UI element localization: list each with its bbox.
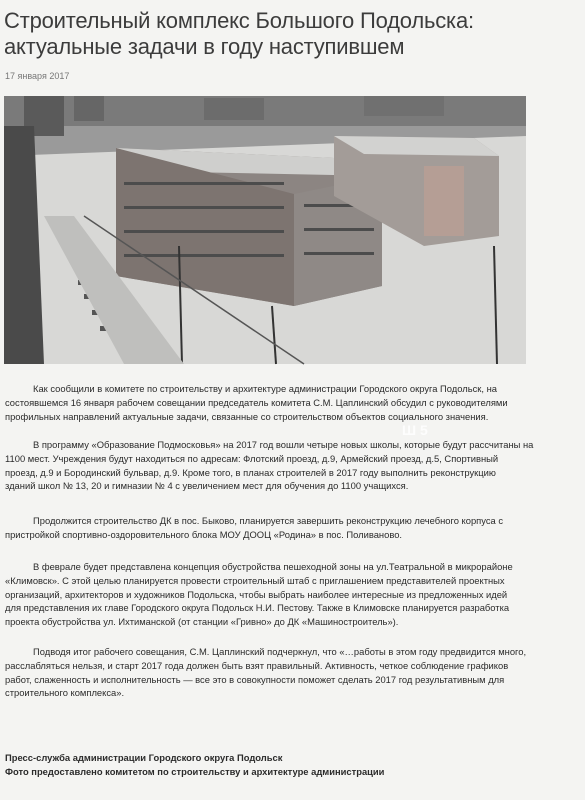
- paragraph-line: организаций, архитекторов и художников Подольска, чтобы выбрать наиболее интересные из предложенных идей: [5, 588, 508, 600]
- paragraph-5: [5, 645, 585, 700]
- paragraph-line: 1100 мест. Учреждения будут находиться по адресам: Флотский проезд, д.9, Армейский проезд, д.5, Спортивный: [5, 452, 499, 464]
- paragraph-line: проекта обустройства ул. Ихтиманской (от станции «Гривно» до ДК «Машиностроитель»).: [5, 616, 399, 628]
- title-line-1: Строительный комплекс Большого Подольска:: [4, 8, 474, 33]
- paragraph-4: [5, 560, 585, 629]
- article-footer: [5, 751, 384, 778]
- title-line-2: актуальные задачи в году наступившем: [4, 34, 405, 59]
- footer-photo-credit: Фото предоставлено комитетом по строительству и архитектуре администрации: [5, 765, 385, 777]
- paragraph-line: расслабляться нельзя, и старт 2017 года должен быть взят правильный. Активность, четкое соблюдение графиков: [5, 659, 509, 671]
- paragraph-line: состоявшемся 16 января рабочем совещании председатель комитета С.М. Цаплинский обсудил с руководителями: [5, 396, 508, 408]
- paragraph-line: зданий школ № 13, 20 и гимназии № 4 с увеличением мест для обучения до 1100 учащихся.: [5, 480, 409, 492]
- paragraph-line: профильных направлений актуальные задачи, связанные со строительством объектов социального значения.: [5, 410, 489, 422]
- article-date: 17 января 2017: [5, 71, 70, 81]
- paragraph-1: [5, 382, 585, 423]
- paragraph-line: «Климовск». С этой целью планируется провести строительный штаб с приглашением представителей проектных: [5, 574, 505, 586]
- paragraph-line: пристройкой спортивно-оздоровительного блока МОУ ДООЦ «Родина» в пос. Поливаново.: [5, 528, 403, 540]
- paragraph-line: проезд, д.9 и Бородинский бульвар, д.9. Кроме того, в планах строителей в 2017 году выполнить реконструкцию: [5, 466, 496, 478]
- paragraph-2: [5, 438, 585, 493]
- paragraph-line: Как сообщили в комитете по строительству и архитектуре администрации Городского округа Подольск, на: [33, 383, 498, 394]
- photo-watermark: Ш 5: [402, 422, 428, 438]
- paragraph-line: работ, слаженность и исполнительность — все это в совокупности поможет сделать 2017 год результативным для: [5, 673, 505, 685]
- paragraph-line: строительного комплекса».: [5, 687, 125, 699]
- article-title: [4, 8, 579, 60]
- footer-press-service: Пресс-служба администрации Городского округа Подольск: [5, 752, 283, 763]
- paragraph-line: Продолжится строительство ДК в пос. Быково, планируется завершить реконструкцию лечебного корпуса с: [33, 515, 504, 526]
- paragraph-3: [5, 514, 585, 542]
- paragraph-line: для представления их главе Городского округа Подольск Н.И. Пестову. Также в Климовске планируется разработка: [5, 602, 510, 614]
- paragraph-line: Подводя итог рабочего совещания, С.М. Цаплинский подчеркнул, что «…работы в этом году предвидится много,: [33, 646, 527, 657]
- paragraph-line: В программу «Образование Подмосковья» на 2017 год вошли четыре новых школы, которые будут рассчитаны на: [33, 439, 534, 450]
- paragraph-line: В феврале будет представлена концепция обустройства пешеходной зоны на ул.Театральной в микрорайоне: [33, 561, 513, 572]
